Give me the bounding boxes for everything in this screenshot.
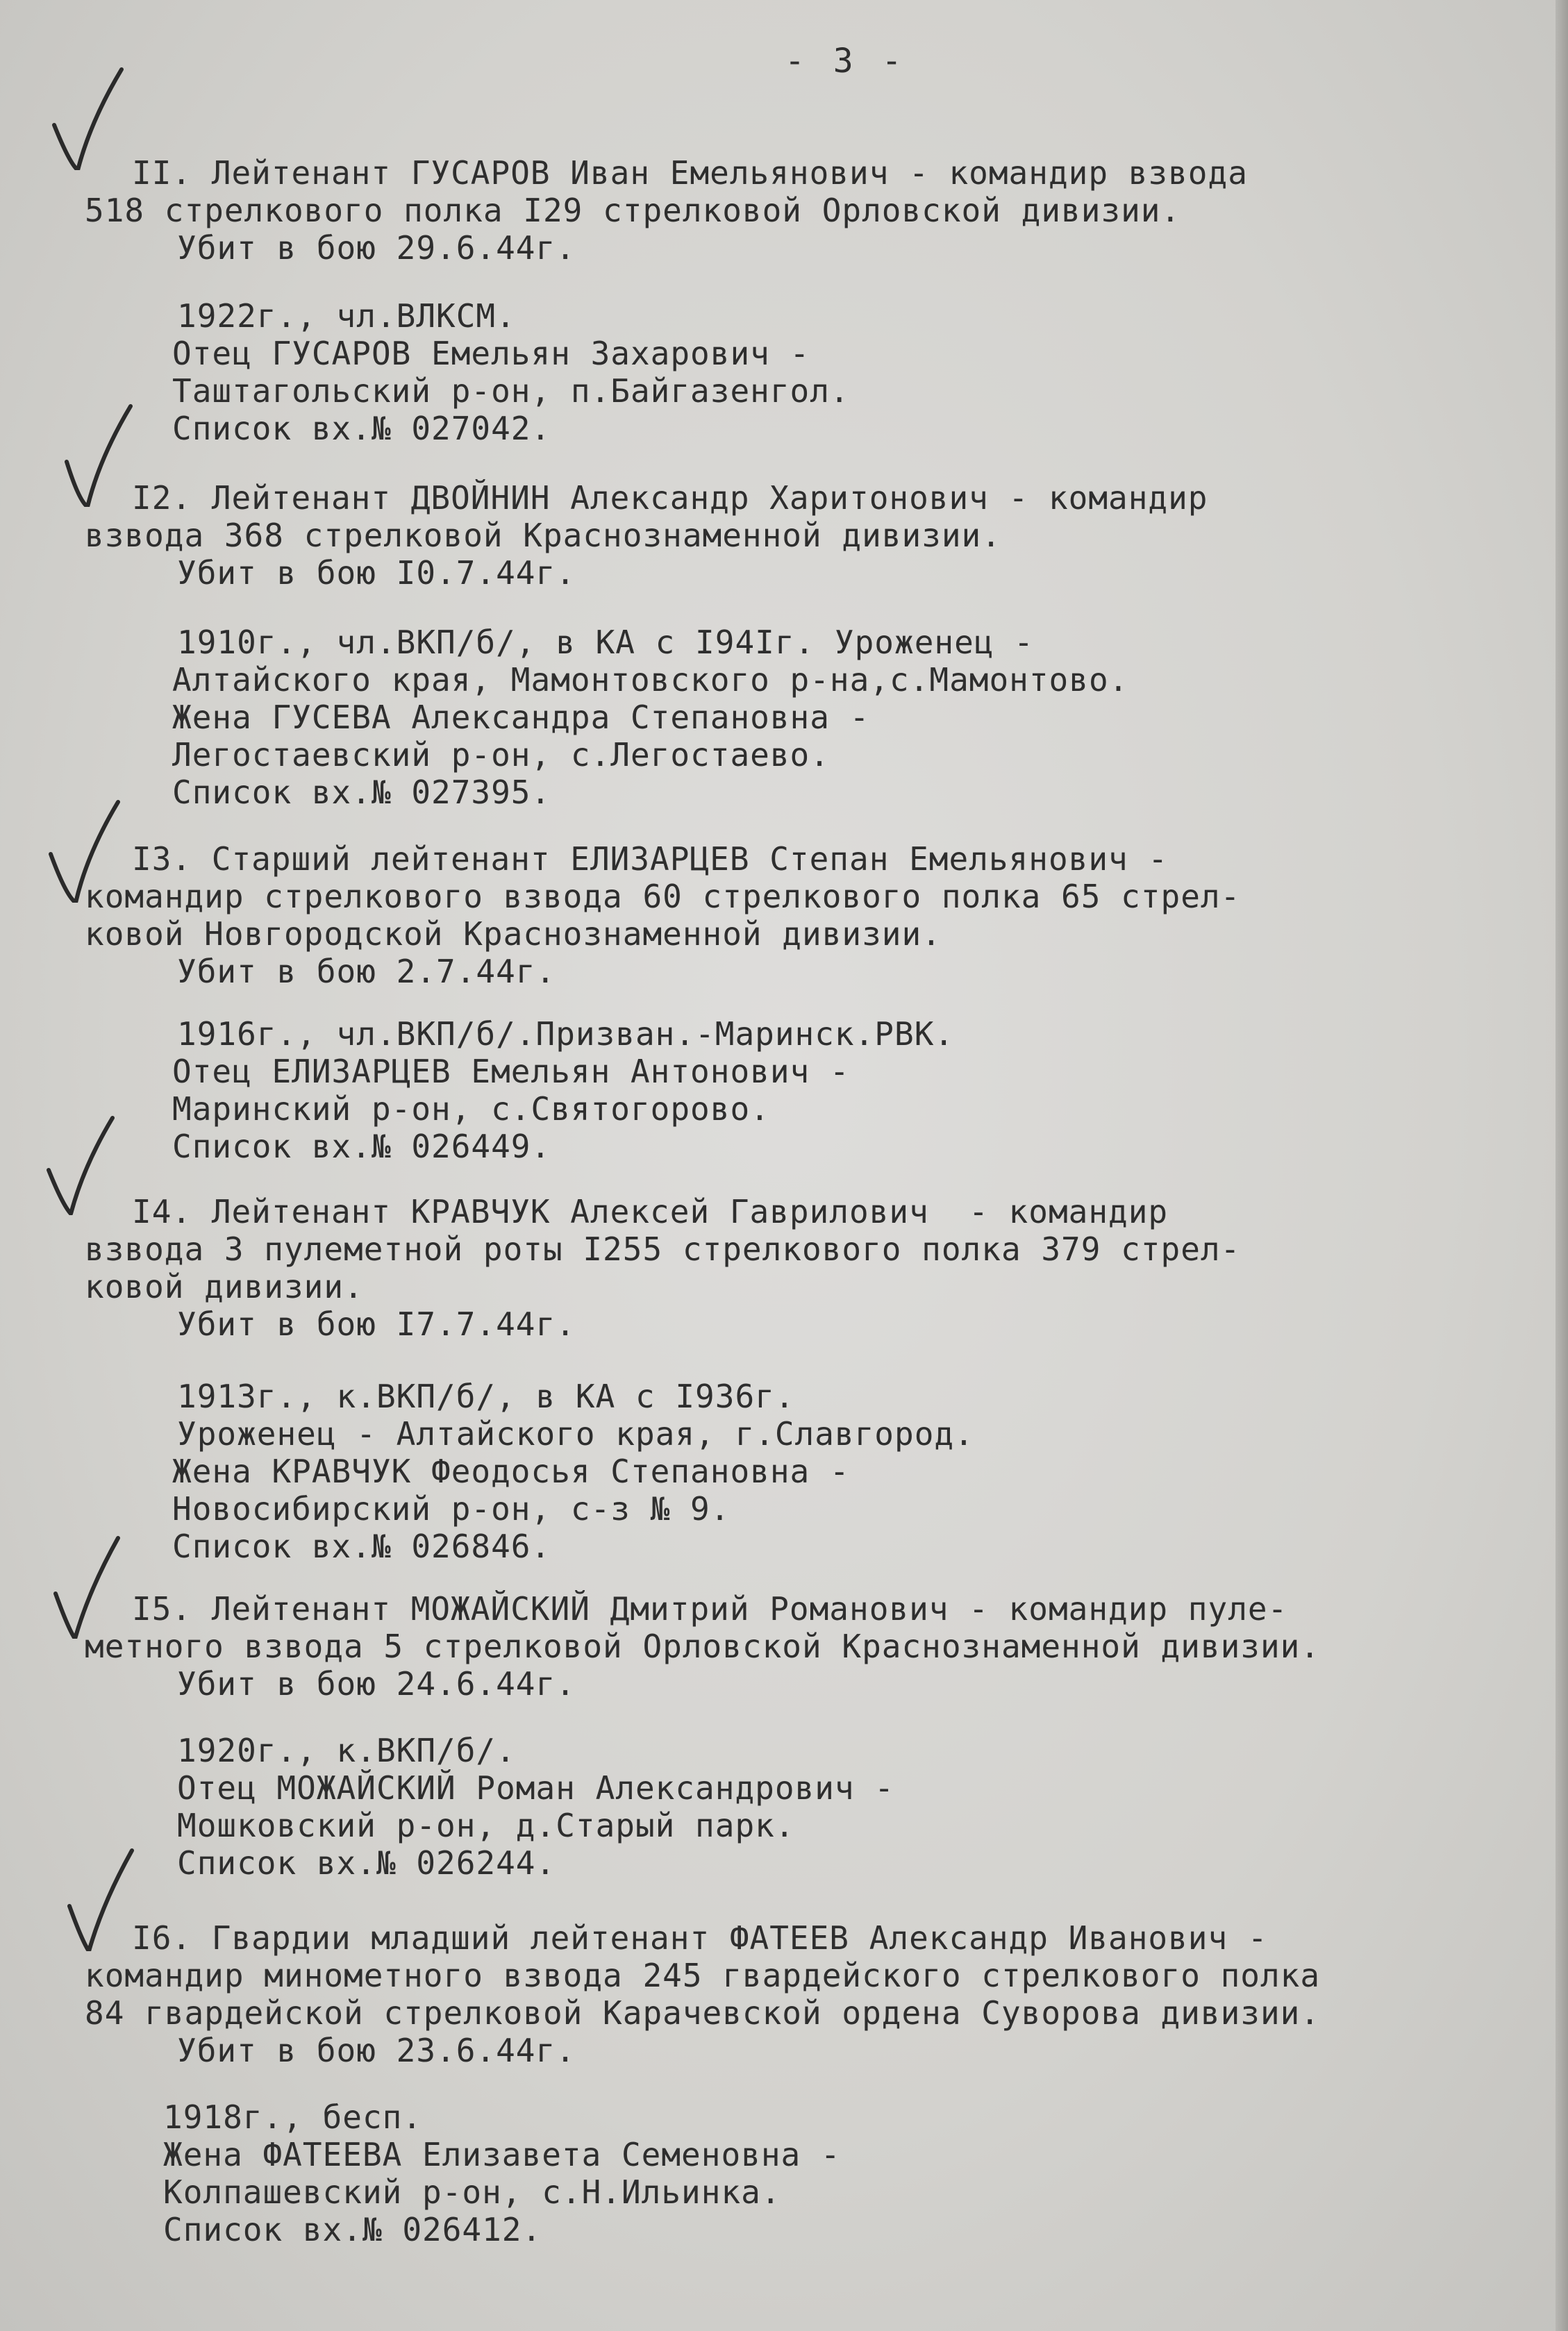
entry-line: ковой дивизии. [85,1268,364,1305]
entry-line: I6. Гвардии младший лейтенант ФАТЕЕВ Александр Иванович - [132,1919,1268,1957]
entry-line: I5. Лейтенант МОЖАЙСКИЙ Дмитрий Романович - командир пуле- [132,1590,1288,1628]
entry-line: Список вх.№ 026412. [163,2211,542,2248]
entry-line: Список вх.№ 026244. [177,1844,556,1882]
entry-line: командир стрелкового взвода 60 стрелкового полка 65 стрел- [85,878,1241,915]
entry-line: Убит в бою 2.7.44г. [177,953,556,990]
entry-line: 84 гвардейской стрелковой Карачевской ордена Суворова дивизии. [85,1994,1321,2032]
entry-line: Убит в бою 29.6.44г. [177,229,576,267]
entry-line: Убит в бою 23.6.44г. [177,2032,576,2069]
entry-line: ковой Новгородской Краснознаменной дивизии. [85,915,942,953]
entry-line: I2. Лейтенант ДВОЙНИН Александр Харитонович - командир [132,479,1208,517]
entry-line: метного взвода 5 стрелковой Орловской Краснознаменной дивизии. [85,1628,1321,1665]
entry-line: взвода 3 пулеметной роты I255 стрелкового полка 379 стрел- [85,1230,1241,1268]
entry-line: Таштагольский р-он, п.Байгазенгол. [172,372,850,410]
entry-line: Убит в бою I7.7.44г. [177,1305,576,1343]
entry-line: Колпашевский р-он, с.Н.Ильинка. [163,2173,781,2211]
entry-line: 1910г., чл.ВКП/б/, в КА с I94Iг. Уроженец - [177,624,1034,661]
entry-line: 1913г., к.ВКП/б/, в КА с I936г. [177,1378,795,1415]
entry-line: Маринский р-он, с.Святогорово. [172,1090,770,1128]
entry-line: Убит в бою I0.7.44г. [177,554,576,592]
entry-line: Список вх.№ 026846. [172,1528,551,1565]
entry-line: 1918г., бесп. [163,2098,423,2136]
entry-line: Убит в бою 24.6.44г. [177,1665,576,1703]
check-mark-icon [49,1535,125,1639]
page-number: - 3 - [785,42,906,81]
entry-line: командир минометного взвода 245 гвардейского стрелкового полка [85,1957,1321,1994]
entry-line: Отец ГУСАРОВ Емельян Захарович - [172,335,810,372]
entry-line: Уроженец - Алтайского края, г.Славгород. [177,1415,974,1453]
check-mark-icon [43,1111,119,1215]
entry-line: Легостаевский р-он, с.Легостаево. [172,736,830,774]
entry-line: 1922г., чл.ВЛКСМ. [177,297,516,335]
entry-line: Отец ЕЛИЗАРЦЕВ Емельян Антонович - [172,1053,850,1090]
check-mark-icon [49,66,125,170]
entry-line: Список вх.№ 026449. [172,1128,551,1165]
entry-line: II. Лейтенант ГУСАРОВ Иван Емельянович - командир взвода [132,154,1248,192]
entry-line: Алтайского края, Мамонтовского р-на,с.Мамонтово. [172,661,1129,699]
entry-line: Список вх.№ 027042. [172,410,551,447]
check-mark-icon [61,403,137,507]
entry-line: Жена ГУСЕВА Александра Степановна - [172,699,870,736]
entry-line: Список вх.№ 027395. [172,774,551,811]
entry-line: I4. Лейтенант КРАВЧУК Алексей Гаврилович - командир [132,1193,1169,1230]
entry-line: Жена КРАВЧУК Феодосья Степановна - [172,1453,850,1490]
entry-line: Новосибирский р-он, с-з № 9. [172,1490,731,1528]
entry-line: Жена ФАТЕЕВА Елизавета Семеновна - [163,2136,841,2173]
entry-line: взвода 368 стрелковой Краснознаменной дивизии. [85,517,1001,554]
entry-line: 1920г., к.ВКП/б/. [177,1732,516,1769]
entry-line: 1916г., чл.ВКП/б/.Призван.-Маринск.РВК. [177,1015,955,1053]
entry-line: I3. Старший лейтенант ЕЛИЗАРЦЕВ Степан Емельянович - [132,840,1169,878]
entry-line: Отец МОЖАЙСКИЙ Роман Александрович - [177,1769,894,1807]
entry-line: 518 стрелкового полка I29 стрелковой Орловской дивизии. [85,192,1181,229]
check-mark-icon [62,1847,139,1951]
entry-line: Мошковский р-он, д.Старый парк. [177,1807,795,1844]
